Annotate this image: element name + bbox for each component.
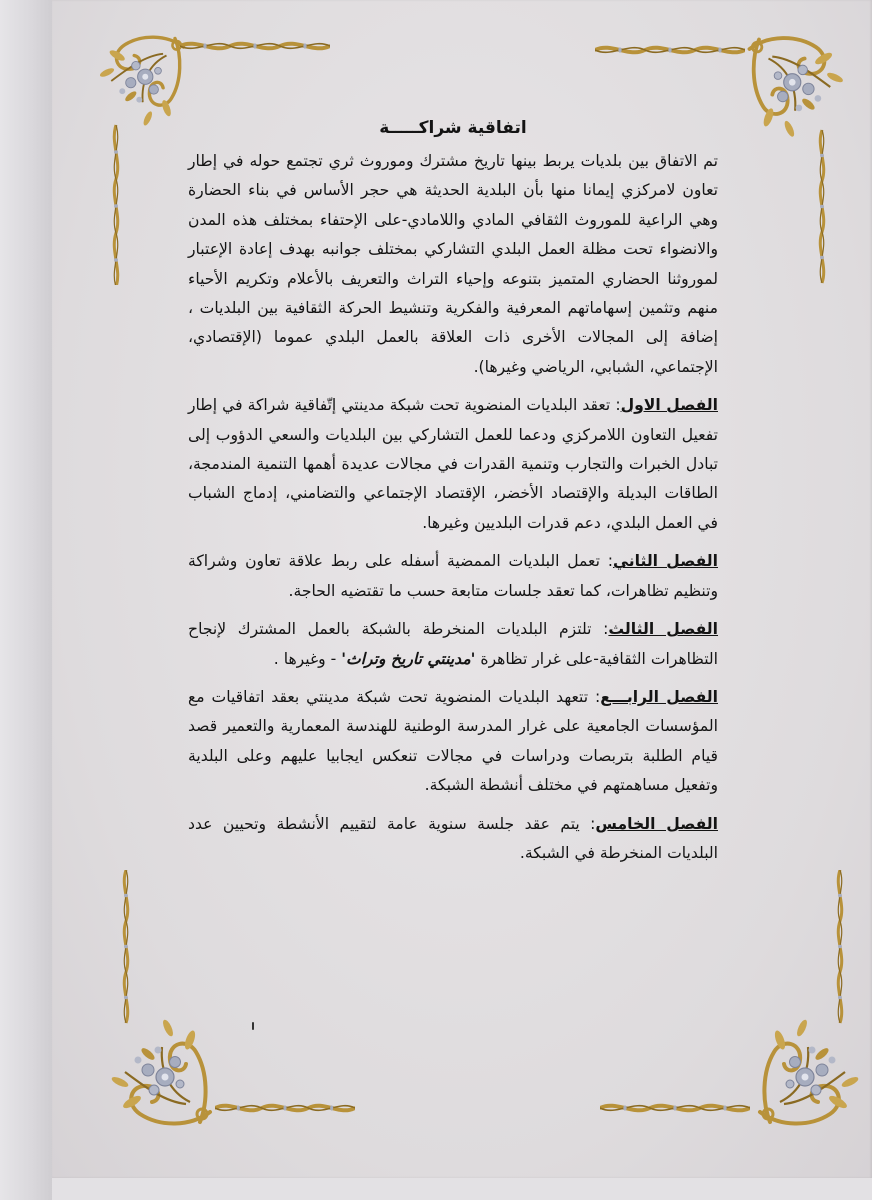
agreement-text	[188, 118, 718, 868]
article-4-label: الفصل الرابـــع	[600, 687, 718, 706]
intro-paragraph: تم الاتفاق بين بلديات يربط بينها تاريخ مشترك وموروث ثري تجتمع حوله في إطار تعاون لامركزي إيمانا منها بأن البلدية الحديثة هي حجر الأساس في بناء الحضارة وهي الراعية للموروث الثقافي المادي واللامادي-على الإحتفاء بمختلف هذه المدن والانضواء تحت مظلة العمل البلدي التشاركي بمختلف جوانبه بهدف إعادة الإعتبار لموروثنا الحضاري المتميز بتنوعه وإحياء التراث والتعريف بالأعلام وتكريم الأحياء منهم وتثمين إسهاماتهم المعرفية والفكرية وتنشيط الحركة الثقافية بين البلديات ، إضافة إلى المجالات الأخرى ذات العلاقة بالعمل البلدي عموما (الإقتصادي، الإجتماعي، الشبابي، الرياضي وغيرها).	[188, 152, 718, 376]
article-1-text: : تعقد البلديات المنضوية تحت شبكة مدينتي إتّفاقية شراكة في إطار تفعيل التعاون اللامركزي ودعما للعمل التشاركي بين البلديات والسعي الدؤوب إلى تبادل الخبرات والتجارب وتنمية القدرات في مجالات عديدة أهمها التنمية المندمجة، الطاقات البديلة والإقتصاد الأخضر، الإقتصاد الإجتماعي والتضامني، إدماج الشباب في العمل البلدي، دعم قدرات البلديين وغيرها.	[188, 396, 718, 532]
article-4-text: : تتعهد البلديات المنضوية تحت شبكة مدينتي بعقد اتفاقيات مع المؤسسات الجامعية على غرار المدرسة الوطنية للهندسة المعمارية والتعمير قصد قيام الطلبة بتربصات ودراسات في مجالات تنعكس ايجابيا عليهم وعلى البلدية وتفعيل مساهمتهم في مختلف أنشطة الشبكة.	[188, 687, 718, 795]
floral-vine-top-right-ornament	[595, 42, 745, 58]
article-3	[188, 615, 718, 674]
floral-vine-top-left-ornament	[180, 38, 330, 54]
floral-corner-top-right-ornament	[740, 30, 852, 285]
article-2-text: : تعمل البلديات الممضية أسفله على ربط علاقة تعاون وشراكة وتنظيم تظاهرات، كما تعقد جلسات متابعة حسب ما تقتضيه الحاجة.	[188, 552, 718, 600]
document-title: اتفاقية شراكـــــة	[379, 118, 527, 138]
article-1-label: الفصل الاول	[620, 396, 718, 415]
pen-mark	[252, 1022, 254, 1030]
article-4	[188, 683, 718, 801]
article-3-text: : تلتزم البلديات المنخرطة بالشبكة بالعمل المشترك لإنجاح التظاهرات الثقافية-على غرار تظاهرة	[188, 620, 718, 668]
floral-corner-bottom-left-ornament	[110, 870, 230, 1132]
floral-vine-bottom-left-ornament	[215, 1100, 355, 1116]
floral-corner-top-left-ornament	[100, 30, 200, 285]
article-3-text-after: - وغيرها .	[273, 649, 342, 668]
floral-corner-bottom-right-ornament	[740, 870, 860, 1132]
scan-margin	[0, 0, 52, 1200]
floral-vine-bottom-right-ornament	[600, 1100, 750, 1116]
article-5	[188, 810, 718, 869]
article-2-label: الفصل الثاني	[612, 552, 718, 571]
article-5-text: : يتم عقد جلسة سنوية عامة لتقييم الأنشطة وتحيين عدد البلديات المنخرطة في الشبكة.	[188, 814, 718, 862]
article-3-event-name: 'مدينتي تاريخ وتراث'	[341, 649, 476, 668]
article-5-label: الفصل الخامس	[595, 814, 718, 833]
article-1	[188, 391, 718, 538]
scan-bottom-margin	[52, 1178, 872, 1200]
article-3-label: الفصل الثالث	[608, 620, 719, 639]
article-2	[188, 547, 718, 606]
